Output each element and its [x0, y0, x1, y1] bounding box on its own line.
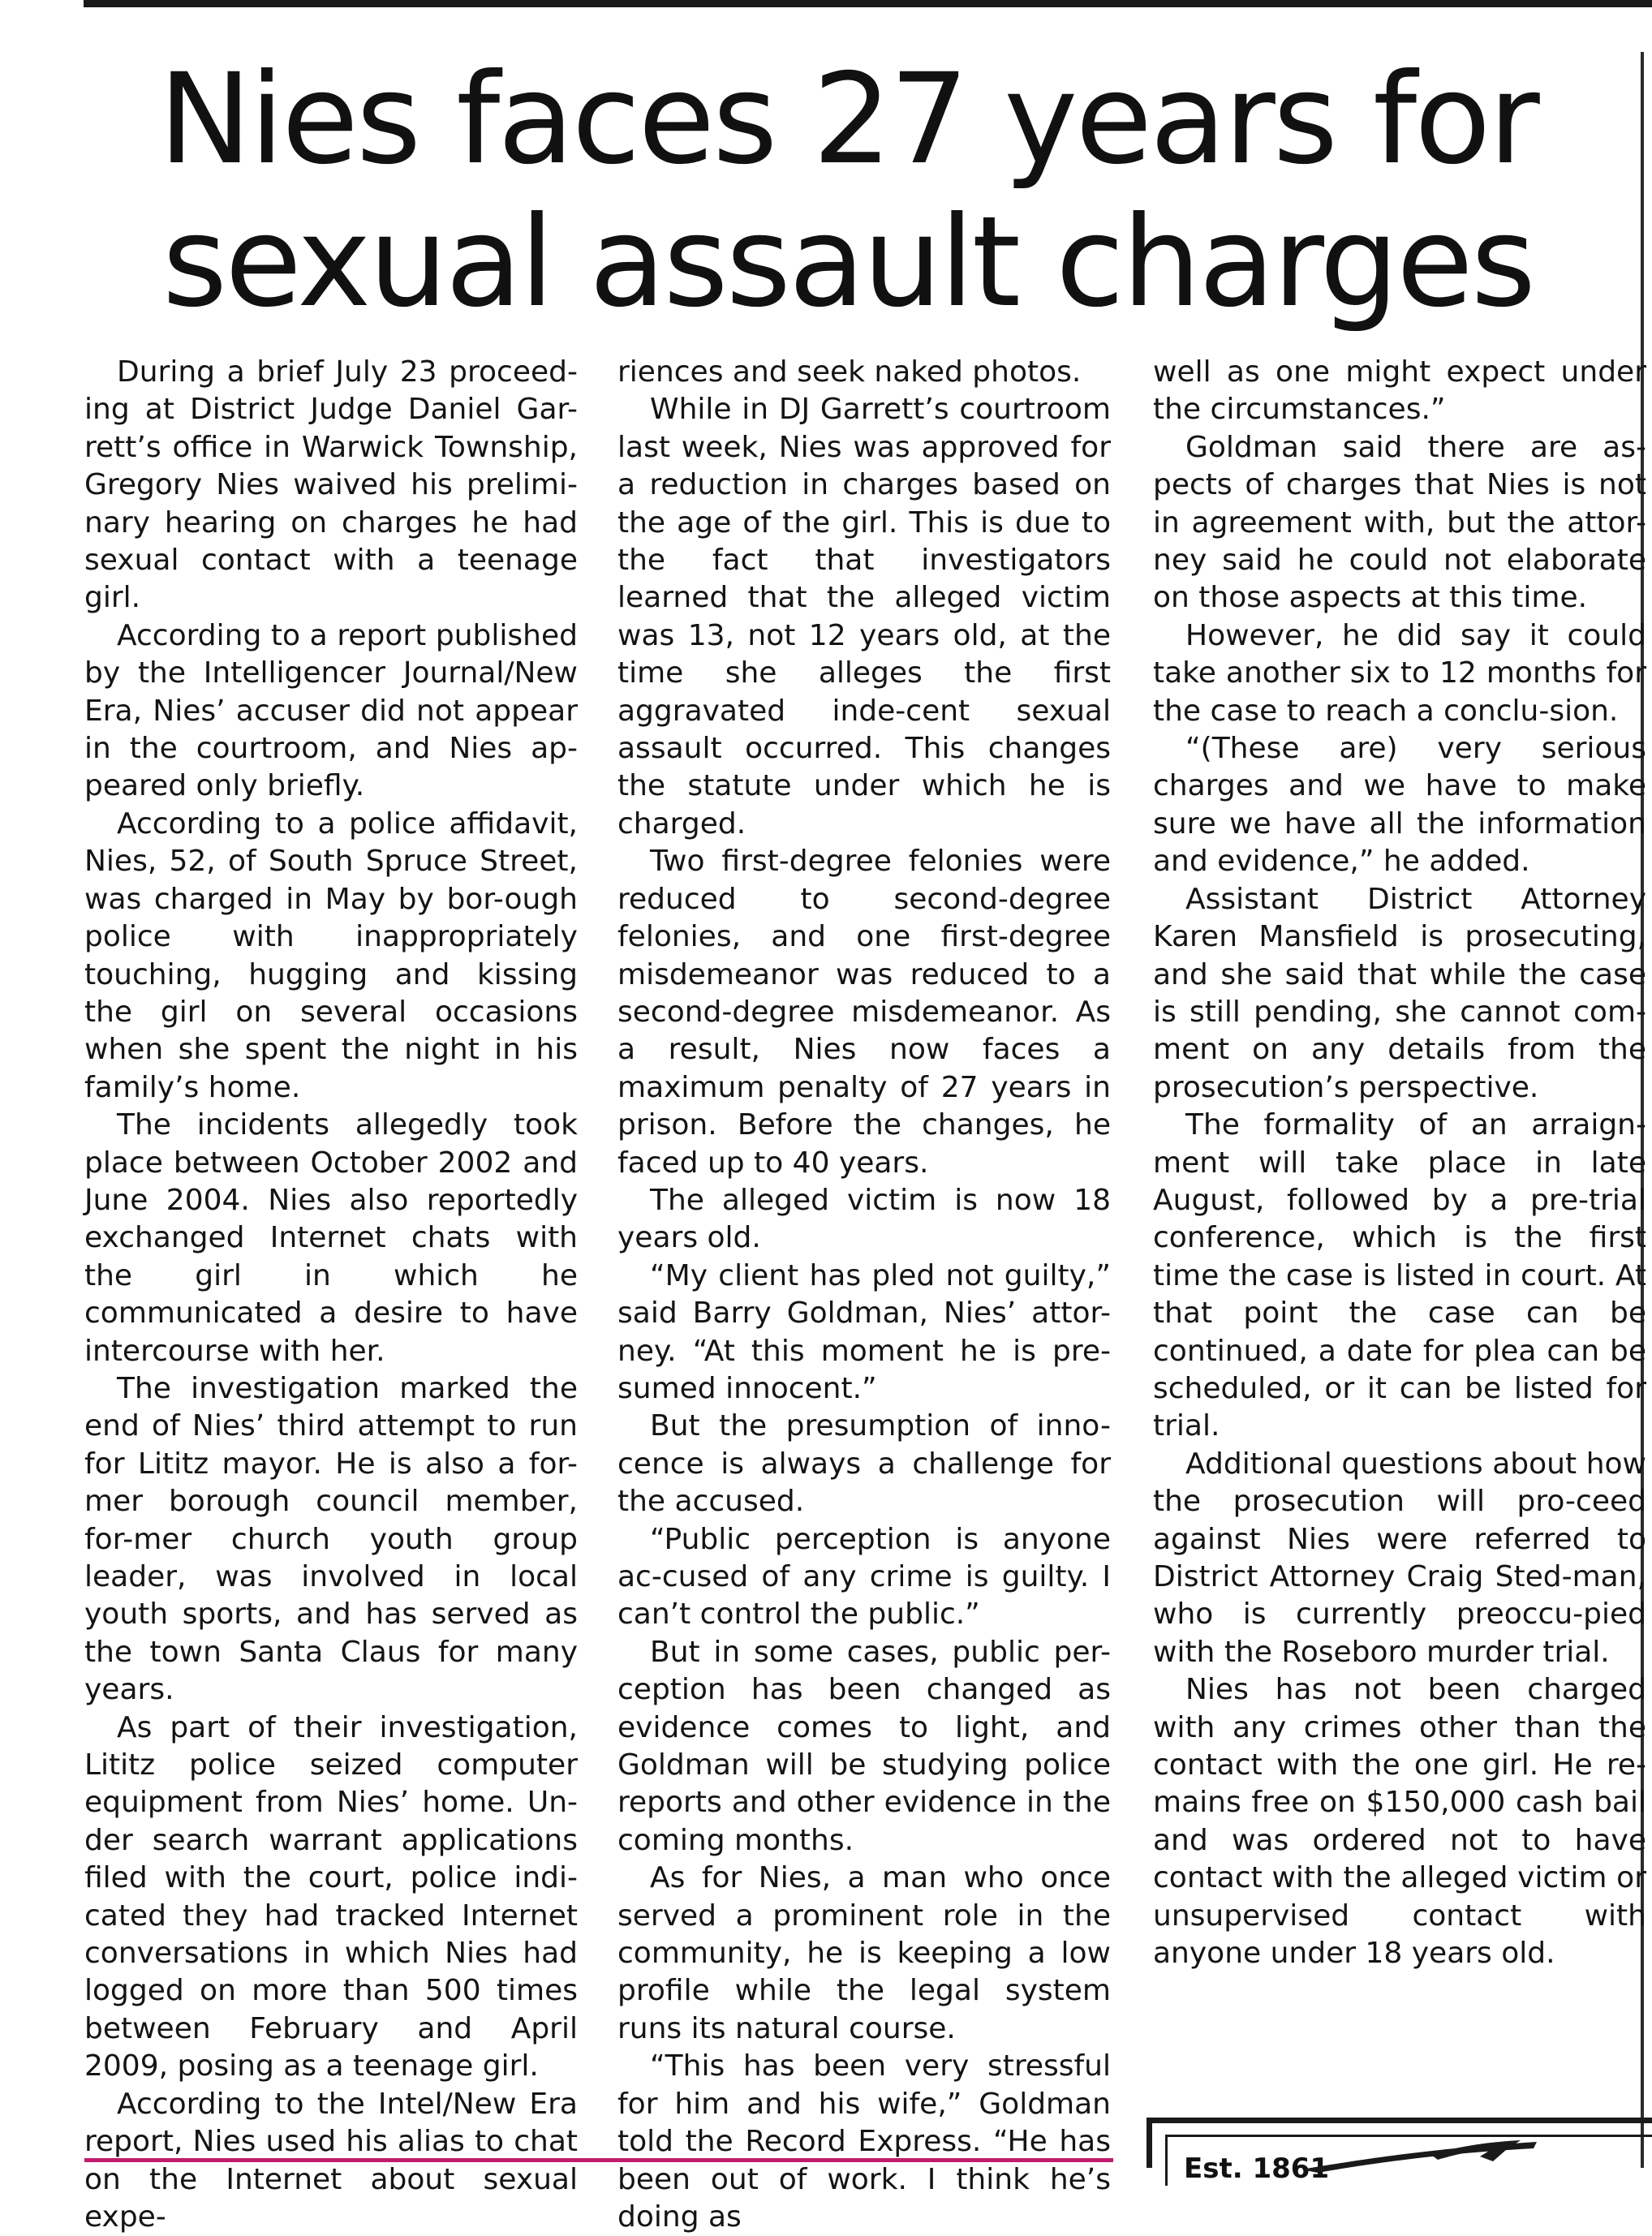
article-paragraph: But in some cases, public per-ception has been changed as evidence comes to light, and Goldman will be studying police reports and other evidence in the coming months.: [617, 1635, 1111, 1857]
article-paragraph: “This has been very stressful for him and his wife,” Goldman told the Record Express. “He has been out of work. I think he’s doing as: [617, 2049, 1111, 2234]
article-paragraph: Nies has not been charged with any crimes other than the contact with the one girl. He re-mains free on $150,000 cash bail and was ordered not to have contact with the alleged victim or unsupervised contact with anyone under 18 years old.: [1153, 1673, 1646, 1971]
article-paragraph: As part of their investigation, Lititz police seized computer equipment from Nies’ home. Un-der search warrant applications filed with the court, police indi-cated they had tracked Internet conversations in which Nies had logged on more than 500 times between February and April 2009, posing as a teenage girl.: [84, 1710, 578, 2083]
article-paragraph: However, he did say it could take another six to 12 months for the case to reach a conclu-sion.: [1153, 618, 1646, 728]
masthead-logo: [1147, 2118, 1652, 2185]
top-rule: [84, 0, 1652, 7]
article-paragraph: According to a report published by the Intelligencer Journal/New Era, Nies’ accuser did not appear in the courtroom, and Nies ap-peared only briefly.: [84, 618, 578, 803]
headline-line-1: Nies faces 27 years for: [158, 47, 1538, 192]
established-label: Est. 1861: [1184, 2152, 1330, 2185]
article-paragraph: riences and seek naked photos.: [617, 355, 1082, 389]
bottom-accent-rule: [84, 2158, 1113, 2162]
article-paragraph: The alleged victim is now 18 years old.: [617, 1183, 1111, 1255]
article-column-1: [84, 354, 578, 2236]
article-paragraph: As for Nies, a man who once served a prominent role in the community, he is keeping a low profile while the legal system runs its natural course.: [617, 1861, 1111, 2045]
article-paragraph: The investigation marked the end of Nies’ third attempt to run for Lititz mayor. He is also a for-mer borough council member, for-mer church youth group leader, was involved in local youth sports, and has served as the town Santa Claus for many years.: [84, 1371, 578, 1707]
article-paragraph: The formality of an arraign-ment will take place in late August, followed by a pre-trial conference, which is the first time the case is listed in court. At that point the case can be continued, a date for plea can be scheduled, or it can be listed for trial.: [1153, 1108, 1646, 1443]
article-paragraph: But the presumption of inno-cence is always a challenge for the accused.: [617, 1409, 1111, 1519]
article-paragraph: Two first-degree felonies were reduced to second-degree felonies, and one first-degree misdemeanor was reduced to a second-degree misdemeanor. As a result, Nies now faces a maximum penalty of 27 years in prison. Before the changes, he faced up to 40 years.: [617, 845, 1111, 1180]
article-paragraph: During a brief July 23 proceed-ing at District Judge Daniel Gar-rett’s office in Warwick Township, Gregory Nies waived his prelimi-nary hearing on charges he had sexual contact with a teenage girl.: [84, 355, 578, 615]
logo-inner-frame: [1165, 2135, 1652, 2186]
article-paragraph: Goldman said there are as-pects of charges that Nies is not in agreement with, but the attor-ney said he could not elaborate on those aspects at this time.: [1153, 430, 1646, 615]
swoosh-logo-icon: [1293, 2137, 1553, 2178]
headline: [97, 49, 1598, 334]
article-paragraph: The incidents allegedly took place between October 2002 and June 2004. Nies also reportedly exchanged Internet chats with the girl in which he communicated a desire to have intercourse with her.: [84, 1108, 578, 1368]
headline-line-2: sexual assault charges: [161, 190, 1534, 335]
article-paragraph: While in DJ Garrett’s courtroom last week, Nies was approved for a reduction in charges based on the age of the girl. This is due to the fact that investigators learned that the alleged victim was 13, not 12 years old, at the time she alleges the first aggravated inde-cent sexual assault occurred. This changes the statute under which he is charged.: [617, 393, 1111, 841]
article-paragraph: “My client has pled not guilty,” said Barry Goldman, Nies’ attor-ney. “At this moment he is pre-sumed innocent.”: [617, 1258, 1111, 1405]
article-paragraph: well as one might expect under the circumstances.”: [1153, 355, 1646, 427]
article-paragraph: According to the Intel/New Era report, Nies used his alias to chat on the Internet about sexual expe-: [84, 2087, 578, 2234]
article-paragraph: “Public perception is anyone ac-cused of any crime is guilty. I can’t control the public.”: [617, 1522, 1111, 1632]
article-column-2: [617, 354, 1111, 2236]
article-paragraph: “(These are) very serious charges and we have to make sure we have all the information and evidence,” he added.: [1153, 732, 1646, 879]
article-paragraph: Assistant District Attorney Karen Mansfield is prosecuting, and she said that while the case is still pending, she cannot com-ment on any details from the prosecution’s perspective.: [1153, 882, 1646, 1104]
article-paragraph: Additional questions about how the prosecution will pro-ceed against Nies were referred to District Attorney Craig Sted-man, who is currently preoccu-pied with the Roseboro murder trial.: [1153, 1447, 1646, 1669]
article-column-3: [1153, 354, 1646, 1972]
article-paragraph: According to a police affidavit, Nies, 52, of South Spruce Street, was charged in May by bor-ough police with inappropriately touching, hugging and kissing the girl on several occasions when she spent the night in his family’s home.: [84, 806, 578, 1104]
